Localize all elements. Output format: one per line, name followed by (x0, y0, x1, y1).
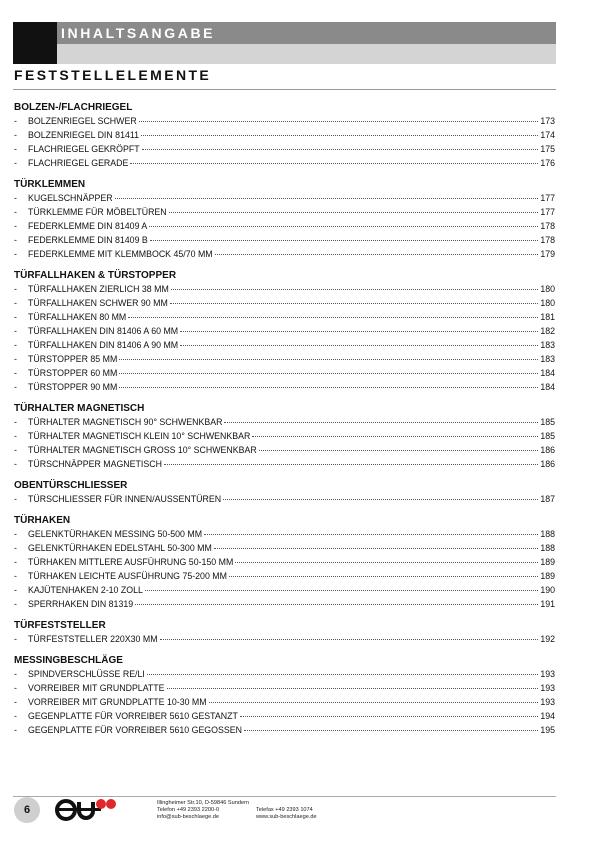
dot-leader (130, 163, 538, 164)
dot-leader (214, 548, 539, 549)
dot-leader (223, 499, 538, 500)
dot-leader (180, 331, 538, 332)
toc-entry[interactable] (14, 695, 555, 709)
bullet-dash: - (14, 207, 17, 217)
toc-entry-label: TÜRFALLHAKEN DIN 81406 A 90 MM (28, 340, 179, 350)
toc-entry-label: TÜRHAKEN LEICHTE AUSFÜHRUNG 75-200 MM (28, 571, 227, 581)
dot-leader (259, 450, 539, 451)
header-black-block (13, 22, 57, 64)
toc-entry-page: 188 (540, 543, 555, 553)
toc-entry-page: 178 (540, 221, 555, 231)
toc-entry-label: FEDERKLEMME DIN 81409 A (28, 221, 148, 231)
dot-leader (167, 688, 539, 689)
toc-entry-label: TÜRFESTSTELLER 220X30 MM (28, 634, 158, 644)
toc-entry-page: 176 (540, 158, 555, 168)
toc-entry-page: 177 (540, 193, 555, 203)
toc-entry[interactable] (14, 457, 555, 471)
bullet-dash: - (14, 116, 17, 126)
dot-leader (224, 422, 538, 423)
toc-entry-label: FEDERKLEMME MIT KLEMMBOCK 45/70 MM (28, 249, 213, 259)
toc-entry[interactable] (14, 632, 555, 646)
toc-entry[interactable] (14, 338, 555, 352)
toc-entry[interactable] (14, 541, 555, 555)
bullet-dash: - (14, 221, 17, 231)
dot-leader (160, 639, 539, 640)
toc-entry-label: BOLZENRIEGEL DIN 81411 (28, 130, 139, 140)
footer-contact-right (256, 807, 317, 821)
toc-entry[interactable] (14, 205, 555, 219)
toc-entry-label: TÜRSTOPPER 85 MM (28, 354, 118, 364)
toc-entry[interactable] (14, 247, 555, 261)
toc-entry-page: 193 (540, 697, 555, 707)
toc-entry-page: 189 (540, 571, 555, 581)
footer-website: www.sub-beschlaege.de (256, 814, 317, 820)
bullet-dash: - (14, 494, 17, 504)
toc-entry[interactable] (14, 443, 555, 457)
dot-leader (180, 345, 538, 346)
toc-entry-page: 183 (540, 354, 555, 364)
dot-leader (171, 289, 539, 290)
bullet-dash: - (14, 683, 17, 693)
toc-entry-page: 180 (540, 284, 555, 294)
table-of-contents (14, 101, 555, 737)
toc-entry-label: TÜRFALLHAKEN SCHWER 90 MM (28, 298, 168, 308)
dot-leader (235, 562, 538, 563)
bullet-dash: - (14, 158, 17, 168)
dot-leader (215, 254, 539, 255)
footer-contact-left (157, 800, 249, 821)
bullet-dash: - (14, 431, 17, 441)
bullet-dash: - (14, 571, 17, 581)
toc-entry[interactable] (14, 415, 555, 429)
dot-leader (119, 359, 538, 360)
dot-leader (244, 730, 538, 731)
bullet-dash: - (14, 599, 17, 609)
toc-entry-page: 175 (540, 144, 555, 154)
bullet-dash: - (14, 585, 17, 595)
toc-entry-label: TÜRKLEMME FÜR MÖBELTÜREN (28, 207, 167, 217)
toc-entry-page: 173 (540, 116, 555, 126)
dot-leader (142, 149, 539, 150)
toc-entry-page: 192 (540, 634, 555, 644)
bullet-dash: - (14, 557, 17, 567)
toc-group-heading: TÜRFESTSTELLER (14, 620, 106, 631)
toc-entry-label: SPINDVERSCHLÜSSE RE/LI (28, 669, 145, 679)
bullet-dash: - (14, 382, 17, 392)
toc-entry[interactable] (14, 296, 555, 310)
bullet-dash: - (14, 711, 17, 721)
toc-entry-label: TÜRHALTER MAGNETISCH KLEIN 10° SCHWENKBAR (28, 431, 251, 441)
toc-entry[interactable] (14, 114, 555, 128)
toc-entry-page: 193 (540, 669, 555, 679)
dot-leader (145, 590, 538, 591)
dot-leader (164, 464, 538, 465)
toc-entry[interactable] (14, 282, 555, 296)
dot-leader (147, 674, 538, 675)
toc-entry-label: TÜRSTOPPER 60 MM (28, 368, 118, 378)
toc-entry-page: 177 (540, 207, 555, 217)
toc-entry-page: 185 (540, 431, 555, 441)
toc-entry[interactable] (14, 569, 555, 583)
bullet-dash: - (14, 354, 17, 364)
dot-leader (252, 436, 538, 437)
bullet-dash: - (14, 312, 17, 322)
section-title: FESTSTELLELEMENTE (14, 67, 212, 83)
toc-entry-page: 191 (540, 599, 555, 609)
toc-entry-page: 195 (540, 725, 555, 735)
dot-leader (115, 198, 539, 199)
bullet-dash: - (14, 417, 17, 427)
toc-entry[interactable] (14, 723, 555, 737)
dot-leader (229, 576, 538, 577)
toc-entry-label: KUGELSCHNÄPPER (28, 193, 113, 203)
dot-leader (204, 534, 538, 535)
toc-entry-label: GELENKTÜRHAKEN EDELSTAHL 50-300 MM (28, 543, 212, 553)
bullet-dash: - (14, 235, 17, 245)
bullet-dash: - (14, 459, 17, 469)
toc-entry-page: 186 (540, 445, 555, 455)
toc-entry-page: 187 (540, 494, 555, 504)
bullet-dash: - (14, 298, 17, 308)
toc-entry-label: KAJÜTENHAKEN 2-10 ZOLL (28, 585, 143, 595)
toc-group-heading: TÜRHAKEN (14, 515, 71, 526)
bullet-dash: - (14, 529, 17, 539)
toc-entry-label: VORREIBER MIT GRUNDPLATTE 10-30 MM (28, 697, 207, 707)
bullet-dash: - (14, 130, 17, 140)
page-number-badge: 6 (14, 797, 40, 823)
dot-leader (149, 226, 538, 227)
dot-leader (135, 604, 538, 605)
dot-leader (139, 121, 539, 122)
bullet-dash: - (14, 368, 17, 378)
toc-entry-label: FLACHRIEGEL GERADE (28, 158, 129, 168)
toc-entry-label: TÜRFALLHAKEN ZIERLICH 38 MM (28, 284, 169, 294)
toc-entry-label: TÜRHALTER MAGNETISCH 90° SCHWENKBAR (28, 417, 223, 427)
toc-entry-page: 184 (540, 368, 555, 378)
toc-entry-page: 179 (540, 249, 555, 259)
bullet-dash: - (14, 445, 17, 455)
toc-entry[interactable] (14, 191, 555, 205)
toc-entry-label: TÜRFALLHAKEN DIN 81406 A 60 MM (28, 326, 179, 336)
toc-entry[interactable] (14, 429, 555, 443)
footer-email: info@sub-beschlaege.de (157, 814, 219, 820)
toc-entry-label: FLACHRIEGEL GEKRÖPFT (28, 144, 140, 154)
toc-entry-page: 185 (540, 417, 555, 427)
toc-entry-page: 180 (540, 298, 555, 308)
toc-entry[interactable] (14, 597, 555, 611)
bullet-dash: - (14, 340, 17, 350)
toc-entry-label: BOLZENRIEGEL SCHWER (28, 116, 137, 126)
toc-group-heading: TÜRFALLHAKEN & TÜRSTOPPER (14, 270, 177, 281)
toc-entry-label: TÜRHAKEN MITTLERE AUSFÜHRUNG 50-150 MM (28, 557, 234, 567)
bullet-dash: - (14, 669, 17, 679)
toc-entry-label: FEDERKLEMME DIN 81409 B (28, 235, 148, 245)
company-logo (55, 798, 117, 822)
dot-leader (128, 317, 538, 318)
bullet-dash: - (14, 697, 17, 707)
footer-address: Illingheimer Str.10, D-59846 Sundern (157, 800, 250, 806)
footer-divider (13, 796, 556, 797)
toc-entry[interactable] (14, 492, 555, 506)
section-divider (13, 89, 556, 90)
toc-entry-label: SPERRHAKEN DIN 81319 (28, 599, 134, 609)
toc-entry[interactable] (14, 324, 555, 338)
bullet-dash: - (14, 326, 17, 336)
footer-phone: Telefon +49 2393 2200-0 (157, 807, 220, 813)
dot-leader (209, 702, 539, 703)
dot-leader (141, 135, 538, 136)
toc-entry[interactable] (14, 128, 555, 142)
toc-group-heading: TÜRHALTER MAGNETISCH (14, 403, 145, 414)
toc-entry-label: GEGENPLATTE FÜR VORREIBER 5610 GESTANZT (28, 711, 238, 721)
toc-entry-page: 181 (540, 312, 555, 322)
toc-entry-page: 190 (540, 585, 555, 595)
bullet-dash: - (14, 543, 17, 553)
bullet-dash: - (14, 284, 17, 294)
toc-entry-label: GEGENPLATTE FÜR VORREIBER 5610 GEGOSSEN (28, 725, 242, 735)
bullet-dash: - (14, 144, 17, 154)
dot-leader (240, 716, 538, 717)
toc-entry[interactable] (14, 709, 555, 723)
toc-entry-page: 194 (540, 711, 555, 721)
toc-entry-page: 182 (540, 326, 555, 336)
dot-leader (170, 303, 539, 304)
toc-entry-page: 183 (540, 340, 555, 350)
toc-entry-label: TÜRSCHNÄPPER MAGNETISCH (28, 459, 162, 469)
footer-fax: Telefax +49 2393 1074 (256, 807, 313, 813)
toc-entry-page: 174 (540, 130, 555, 140)
toc-entry-label: VORREIBER MIT GRUNDPLATTE (28, 683, 165, 693)
toc-entry-label: TÜRHALTER MAGNETISCH GROSS 10° SCHWENKBAR (28, 445, 257, 455)
bullet-dash: - (14, 725, 17, 735)
toc-entry[interactable] (14, 667, 555, 681)
toc-entry[interactable] (14, 527, 555, 541)
toc-group-heading: OBENTÜRSCHLIESSER (14, 480, 128, 491)
dot-leader (119, 373, 538, 374)
toc-entry[interactable] (14, 555, 555, 569)
toc-entry[interactable] (14, 233, 555, 247)
toc-entry[interactable] (14, 366, 555, 380)
dot-leader (169, 212, 539, 213)
toc-entry-label: TÜRSCHLIESSER FÜR INNEN/AUSSENTÜREN (28, 494, 222, 504)
page-title: INHALTSANGABE (61, 25, 216, 41)
header-subbar (57, 44, 556, 64)
dot-leader (119, 387, 538, 388)
toc-entry-page: 189 (540, 557, 555, 567)
toc-entry-page: 178 (540, 235, 555, 245)
toc-entry-label: TÜRFALLHAKEN 80 MM (28, 312, 127, 322)
toc-entry[interactable] (14, 681, 555, 695)
toc-entry[interactable] (14, 380, 555, 394)
dot-leader (150, 240, 539, 241)
toc-entry-page: 184 (540, 382, 555, 392)
toc-group-heading: BOLZEN-/FLACHRIEGEL (14, 102, 133, 113)
toc-entry-page: 193 (540, 683, 555, 693)
toc-entry[interactable] (14, 583, 555, 597)
bullet-dash: - (14, 634, 17, 644)
bullet-dash: - (14, 249, 17, 259)
toc-group-heading: TÜRKLEMMEN (14, 179, 86, 190)
toc-entry[interactable] (14, 352, 555, 366)
toc-entry-page: 188 (540, 529, 555, 539)
bullet-dash: - (14, 193, 17, 203)
toc-group-heading: MESSINGBESCHLÄGE (14, 655, 123, 666)
toc-entry-label: TÜRSTOPPER 90 MM (28, 382, 118, 392)
toc-entry-label: GELENKTÜRHAKEN MESSING 50-500 MM (28, 529, 203, 539)
toc-entry[interactable] (14, 310, 555, 324)
toc-entry[interactable] (14, 219, 555, 233)
toc-entry[interactable] (14, 142, 555, 156)
toc-entry[interactable] (14, 156, 555, 170)
toc-entry-page: 186 (540, 459, 555, 469)
